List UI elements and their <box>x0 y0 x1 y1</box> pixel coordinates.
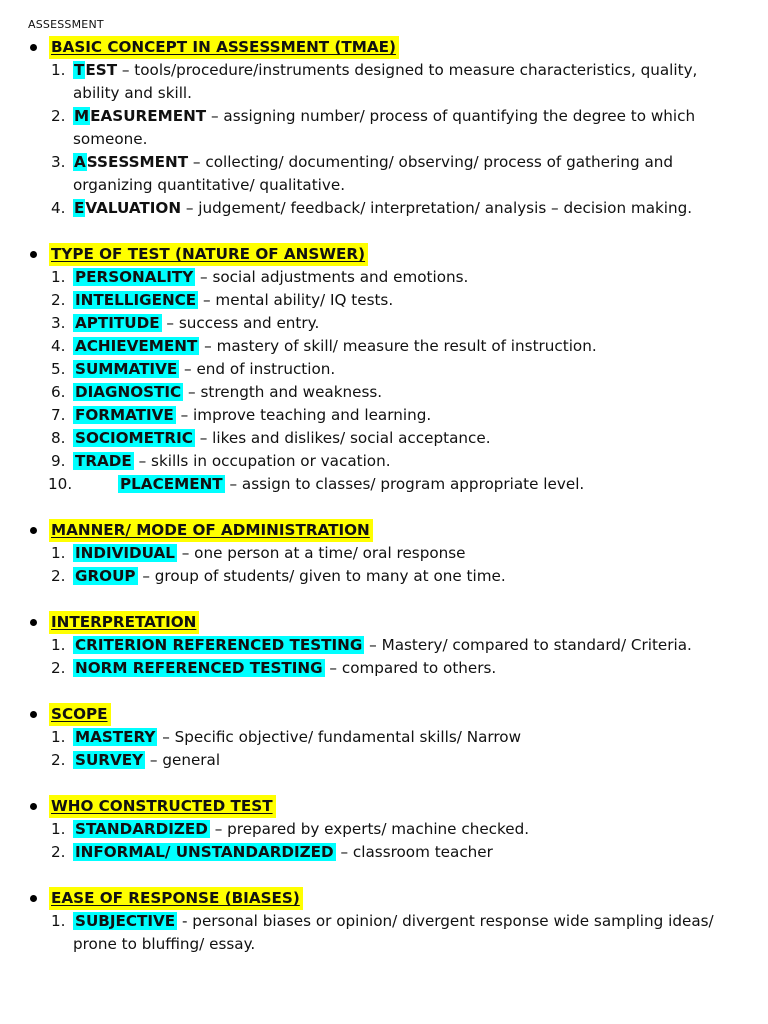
item-description: – success and entry. <box>161 314 320 332</box>
term-highlight <box>73 314 162 332</box>
item-number: 9. <box>51 452 66 470</box>
term-highlight <box>73 199 181 217</box>
section-heading <box>0 611 768 634</box>
term-highlight <box>73 268 195 286</box>
item-number: 6. <box>51 383 66 401</box>
term-text: MASTERY <box>75 728 156 746</box>
term-text: PLACEMENT <box>120 475 223 493</box>
item-number: 10. <box>48 475 73 493</box>
term-text: VALUATION <box>85 199 182 217</box>
term-text: PERSONALITY <box>75 268 194 286</box>
term-text: SUMMATIVE <box>75 360 178 378</box>
bullet-icon <box>30 803 37 810</box>
list-item <box>0 381 768 404</box>
list-item <box>0 197 768 220</box>
list-item <box>0 358 768 381</box>
item-number: 1. <box>51 912 66 930</box>
item-description: – mastery of skill/ measure the result of instruction. <box>199 337 597 355</box>
term-highlight <box>73 360 179 378</box>
list-item <box>0 726 768 749</box>
bullet-icon <box>30 251 37 258</box>
section <box>0 703 768 772</box>
section-title: BASIC CONCEPT IN ASSESSMENT (TMAE) <box>49 36 399 59</box>
list-item <box>0 335 768 358</box>
term-text: CRITERION REFERENCED TESTING <box>75 636 363 654</box>
item-description: – social adjustments and emotions. <box>195 268 469 286</box>
item-number: 2. <box>51 843 66 861</box>
section-title: TYPE OF TEST (NATURE OF ANSWER) <box>49 243 368 266</box>
term-highlight <box>73 728 157 746</box>
item-number: 1. <box>51 544 66 562</box>
term-text: ACHIEVEMENT <box>75 337 198 355</box>
term-highlight <box>73 544 177 562</box>
item-description: – mental ability/ IQ tests. <box>198 291 394 309</box>
term-highlight <box>73 452 134 470</box>
item-number: 4. <box>51 199 66 217</box>
item-description: – classroom teacher <box>335 843 493 861</box>
bullet-icon <box>30 527 37 534</box>
section-title: EASE OF RESPONSE (BIASES) <box>49 887 303 910</box>
list-item <box>0 59 768 105</box>
item-description: – general <box>145 751 221 769</box>
term-highlight <box>73 659 325 677</box>
list-item <box>0 565 768 588</box>
item-number: 1. <box>51 820 66 838</box>
list-item <box>0 266 768 289</box>
term-text: GROUP <box>75 567 136 585</box>
term-text: EASUREMENT <box>90 107 207 125</box>
term-text: NORM REFERENCED TESTING <box>75 659 323 677</box>
bullet-icon <box>30 711 37 718</box>
section-title: SCOPE <box>49 703 111 726</box>
bullet-icon <box>30 895 37 902</box>
term-highlight <box>73 429 195 447</box>
item-number: 2. <box>51 751 66 769</box>
term-highlight <box>73 107 206 125</box>
item-number: 2. <box>51 291 66 309</box>
term-text: SURVEY <box>75 751 144 769</box>
term-text: APTITUDE <box>75 314 160 332</box>
term-highlight <box>73 291 198 309</box>
term-highlight <box>73 153 188 171</box>
term-text: TRADE <box>75 452 132 470</box>
section-title: MANNER/ MODE OF ADMINISTRATION <box>49 519 373 542</box>
list-item <box>0 450 768 473</box>
list-item <box>0 634 768 657</box>
section-heading <box>0 887 768 910</box>
item-description: – assign to classes/ program appropriate level. <box>224 475 585 493</box>
section-heading <box>0 795 768 818</box>
list-item <box>0 289 768 312</box>
document-body <box>0 36 768 979</box>
term-text: SSESSMENT <box>86 153 189 171</box>
term-initial: A <box>74 153 86 171</box>
term-highlight <box>73 61 117 79</box>
term-highlight <box>73 820 210 838</box>
term-text: INDIVIDUAL <box>75 544 175 562</box>
term-text: SOCIOMETRIC <box>75 429 193 447</box>
list-item <box>0 749 768 772</box>
section <box>0 611 768 680</box>
section-heading <box>0 519 768 542</box>
item-description: – judgement/ feedback/ interpretation/ analysis – decision making. <box>181 199 693 217</box>
item-number: 1. <box>51 636 66 654</box>
section <box>0 36 768 220</box>
list-item <box>0 105 768 151</box>
section-heading <box>0 36 768 59</box>
item-number: 2. <box>51 659 66 677</box>
item-description: – likes and dislikes/ social acceptance. <box>194 429 491 447</box>
item-description: – tools/procedure/instruments designed to measure characteristics, quality, ability and skill. <box>73 61 698 102</box>
list-item <box>0 151 768 197</box>
term-text: FORMATIVE <box>75 406 174 424</box>
item-description: – strength and weakness. <box>183 383 383 401</box>
item-number: 8. <box>51 429 66 447</box>
term-text: INTELLIGENCE <box>75 291 197 309</box>
item-description: – one person at a time/ oral response <box>176 544 466 562</box>
bullet-icon <box>30 44 37 51</box>
term-highlight <box>73 843 336 861</box>
section <box>0 887 768 956</box>
list-item <box>0 404 768 427</box>
section <box>0 519 768 588</box>
item-description: – Mastery/ compared to standard/ Criteria. <box>364 636 692 654</box>
list-item <box>0 473 768 496</box>
item-description: – improve teaching and learning. <box>175 406 432 424</box>
item-number: 1. <box>51 61 66 79</box>
item-description: – Specific objective/ fundamental skills/ Narrow <box>157 728 522 746</box>
item-number: 4. <box>51 337 66 355</box>
section <box>0 795 768 864</box>
term-highlight <box>73 912 177 930</box>
document-title: ASSESSMENT <box>28 18 104 31</box>
list-item <box>0 427 768 450</box>
term-highlight <box>73 751 145 769</box>
item-description: - personal biases or opinion/ divergent response wide sampling ideas/ prone to bluffing/ essay. <box>73 912 714 953</box>
item-description: – end of instruction. <box>179 360 336 378</box>
section <box>0 243 768 496</box>
item-number: 3. <box>51 153 66 171</box>
term-highlight <box>73 567 138 585</box>
section-title: INTERPRETATION <box>49 611 199 634</box>
term-text: STANDARDIZED <box>75 820 208 838</box>
item-number: 1. <box>51 728 66 746</box>
item-description: – collecting/ documenting/ observing/ process of gathering and organizing quantitative/ qualitative. <box>73 153 674 194</box>
list-item <box>0 542 768 565</box>
term-initial: M <box>74 107 90 125</box>
term-highlight <box>73 337 199 355</box>
list-item <box>0 818 768 841</box>
item-number: 7. <box>51 406 66 424</box>
term-text: EST <box>85 61 118 79</box>
term-highlight <box>118 475 225 493</box>
item-number: 2. <box>51 107 66 125</box>
term-initial: T <box>74 61 85 79</box>
term-highlight <box>73 406 176 424</box>
item-description: – group of students/ given to many at one time. <box>137 567 506 585</box>
section-heading <box>0 703 768 726</box>
item-description: – compared to others. <box>324 659 497 677</box>
item-description: – prepared by experts/ machine checked. <box>209 820 530 838</box>
term-highlight <box>73 636 364 654</box>
list-item <box>0 657 768 680</box>
list-item <box>0 312 768 335</box>
item-description: – assigning number/ process of quantifying the degree to which someone. <box>73 107 696 148</box>
bullet-icon <box>30 619 37 626</box>
item-number: 2. <box>51 567 66 585</box>
term-text: INFORMAL/ UNSTANDARDIZED <box>75 843 334 861</box>
list-item <box>0 841 768 864</box>
item-number: 5. <box>51 360 66 378</box>
term-initial: E <box>74 199 85 217</box>
item-number: 3. <box>51 314 66 332</box>
section-heading <box>0 243 768 266</box>
item-description: – skills in occupation or vacation. <box>133 452 391 470</box>
section-title: WHO CONSTRUCTED TEST <box>49 795 276 818</box>
item-number: 1. <box>51 268 66 286</box>
term-text: SUBJECTIVE <box>75 912 176 930</box>
term-text: DIAGNOSTIC <box>75 383 182 401</box>
list-item <box>0 910 768 956</box>
term-highlight <box>73 383 183 401</box>
